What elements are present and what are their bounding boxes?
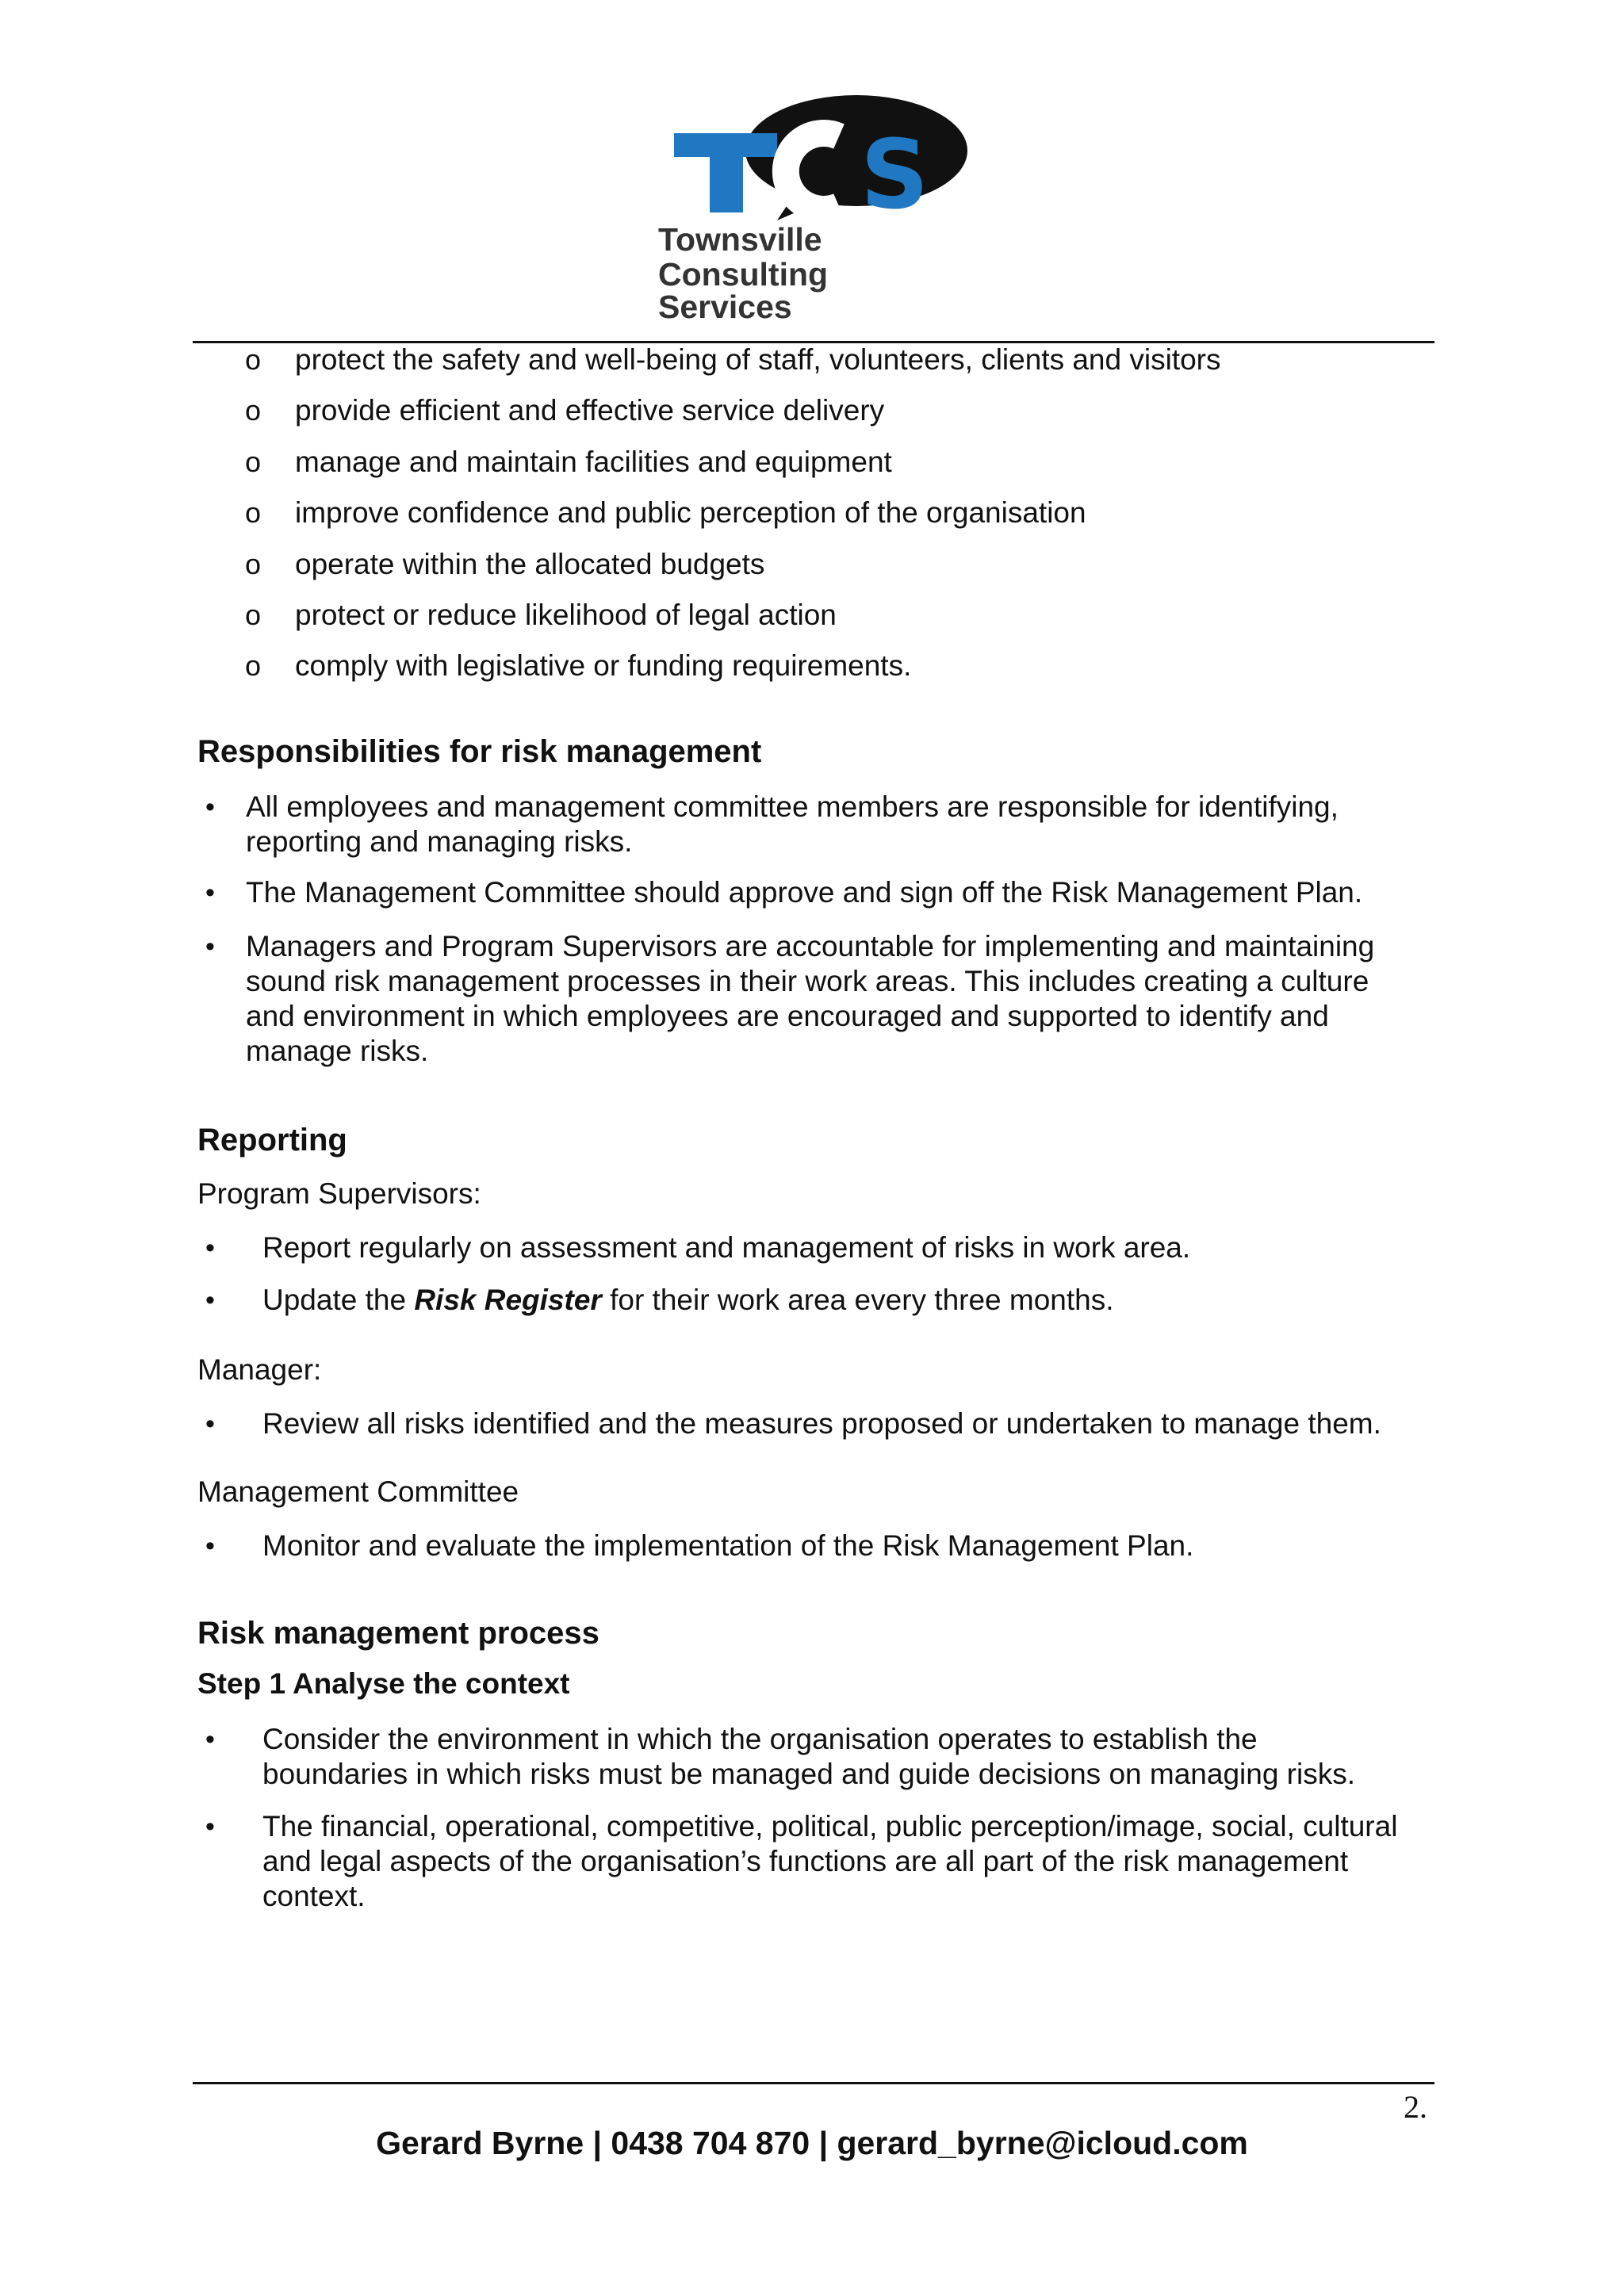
footer-rule <box>193 2082 1434 2084</box>
reporting-text <box>262 1283 1436 1318</box>
section-heading-responsibilities: Responsibilities for risk management <box>197 734 762 769</box>
objective-text: manage and maintain facilities and equipment <box>295 446 892 478</box>
text-line: context. <box>262 1880 366 1912</box>
text-line: The Management Committee should approve and sign off the Risk Management Plan. <box>246 876 1363 909</box>
sub-bullet-marker: o <box>245 599 262 631</box>
bullet-marker: • <box>205 792 215 822</box>
bullet-marker: • <box>205 1233 215 1263</box>
bullet-marker: • <box>205 1409 215 1439</box>
tcs-logo-mark <box>658 95 967 222</box>
bullet-marker: • <box>205 878 215 908</box>
text-line: The financial, operational, competitive, political, public perception/image, social, cultural <box>262 1810 1398 1843</box>
program-supervisors-label: Program Supervisors: <box>197 1177 481 1210</box>
responsibility-text <box>246 790 1435 859</box>
objective-text: comply with legislative or funding requirements. <box>295 649 912 682</box>
logo-line-townsville: Townsville <box>658 221 822 258</box>
bullet-marker: • <box>205 1531 215 1561</box>
text-line: and environment in which employees are encouraged and supported to identify and <box>246 1000 1329 1032</box>
objective-text: protect the safety and well-being of staff, volunteers, clients and visitors <box>295 343 1221 376</box>
bullet-marker: • <box>205 932 215 962</box>
responsibility-text <box>246 875 1435 910</box>
sub-bullet-marker: o <box>245 394 262 427</box>
manager-label: Manager: <box>197 1353 322 1386</box>
tcs-logo <box>658 95 967 325</box>
process-text <box>262 1722 1436 1792</box>
risk-register-emphasis: Risk Register <box>414 1284 602 1316</box>
svg-text:S: S <box>860 121 929 222</box>
logo-line-consulting-services: Consulting Services <box>658 256 829 325</box>
text-line: reporting and managing risks. <box>246 825 633 858</box>
section-heading-process: Risk management process <box>197 1616 599 1651</box>
sub-bullet-marker: o <box>245 446 262 478</box>
sub-bullet-marker: o <box>245 496 262 529</box>
text-line: Consider the environment in which the organisation operates to establish the <box>262 1723 1258 1755</box>
page-number: 2. <box>1404 2089 1427 2125</box>
bullet-marker: • <box>205 1285 215 1315</box>
objective-text: protect or reduce likelihood of legal action <box>295 599 837 631</box>
objective-text: improve confidence and public perception of the organisation <box>295 496 1086 529</box>
sub-bullet-marker: o <box>245 649 262 682</box>
objective-text: operate within the allocated budgets <box>295 548 765 580</box>
management-committee-label: Management Committee <box>197 1475 519 1508</box>
text-run: for their work area every three months. <box>601 1284 1114 1316</box>
reporting-text: Monitor and evaluate the implementation of the Risk Management Plan. <box>262 1529 1194 1562</box>
responsibility-text <box>246 929 1435 1069</box>
text-line: Managers and Program Supervisors are accountable for implementing and maintaining <box>246 930 1375 962</box>
text-line: All employees and management committee members are responsible for identifying, <box>246 790 1339 823</box>
reporting-text: Review all risks identified and the measures proposed or undertaken to manage them. <box>262 1407 1381 1440</box>
section-heading-reporting: Reporting <box>197 1123 347 1158</box>
step1-heading: Step 1 Analyse the context <box>197 1667 570 1700</box>
sub-bullet-marker: o <box>245 343 262 376</box>
footer-contact: Gerard Byrne | 0438 704 870 | gerard_byrne@icloud.com <box>376 2125 1248 2161</box>
objective-text: provide efficient and effective service delivery <box>295 394 885 427</box>
text-line: sound risk management processes in their work areas. This includes creating a culture <box>246 965 1369 997</box>
text-run: Update the <box>262 1284 415 1316</box>
text-line: and legal aspects of the organisation’s functions are all part of the risk management <box>262 1845 1349 1877</box>
bullet-marker: • <box>205 1724 215 1755</box>
reporting-text: Report regularly on assessment and management of risks in work area. <box>262 1231 1191 1264</box>
bullet-marker: • <box>205 1812 215 1842</box>
text-line: boundaries in which risks must be managed and guide decisions on managing risks. <box>262 1758 1355 1790</box>
process-text <box>262 1809 1436 1914</box>
text-line: manage risks. <box>246 1035 429 1067</box>
sub-bullet-marker: o <box>245 548 262 580</box>
